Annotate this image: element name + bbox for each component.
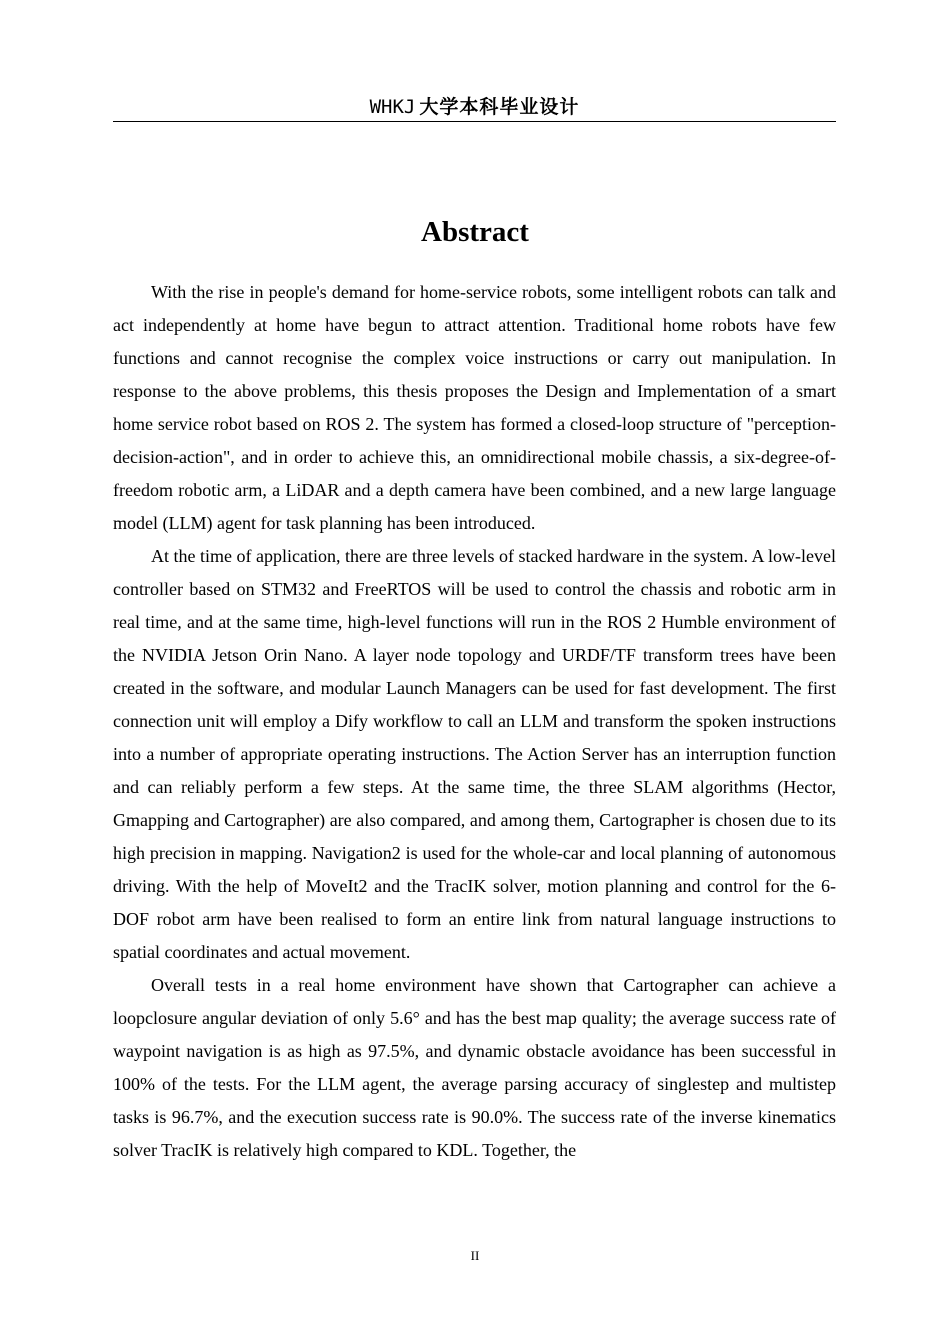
header-title xyxy=(370,93,580,121)
abstract-paragraph-1: With the rise in people's demand for home-service robots, some intelligent robots can talk and act independently at home have begun to attract attention. Traditional home robots have few functions and cannot recognise the complex voice instructions or carry out manipulation. In response to the above problems, this thesis proposes the Design and Implementation of a smart home service robot based on ROS 2. The system has formed a closed-loop structure of "perception-decision-action", and in order to achieve this, an omnidirectional mobile chassis, a six-degree-of-freedom robotic arm, a LiDAR and a depth camera have been combined, and a new large language model (LLM) agent for task planning has been introduced. xyxy=(113,282,836,533)
abstract-title: Abstract xyxy=(421,216,529,248)
abstract-paragraph-2: At the time of application, there are three levels of stacked hardware in the system. A low-level controller based on STM32 and FreeRTOS will be used to control the chassis and robotic arm in real time, and at the same time, high-level functions will run in the ROS 2 Humble environment of the NVIDIA Jetson Orin Nano. A layer node topology and URDF/TF transform trees have been created in the software, and modular Launch Managers can be used for fast development. The first connection unit will employ a Dify workflow to call an LLM and transform the spoken instructions into a number of appropriate operating instructions. The Action Server has an interruption function and can reliably perform a few steps. At the same time, the three SLAM algorithms (Hector, Gmapping and Cartographer) are also compared, and among them, Cartographer is chosen due to its high precision in mapping. Navigation2 is used for the whole-car and local planning of autonomous driving. With the help of MoveIt2 and the TracIK solver, motion planning and control for the 6-DOF robot arm have been realised to form an entire link from natural language instructions to spatial coordinates and actual movement. xyxy=(113,546,836,962)
abstract-paragraph-3: Overall tests in a real home environment have shown that Cartographer can achieve a loopclosure angular deviation of only 5.6° and has the best map quality; the average success rate of waypoint navigation is as high as 97.5%, and dynamic obstacle avoidance has been successful in 100% of the tests. For the LLM agent, the average parsing accuracy of singlestep and multistep tasks is 96.7%, and the execution success rate is 90.0%. The success rate of the inverse kinematics solver TracIK is relatively high compared to KDL. Together, the xyxy=(113,975,836,1160)
header-title-latin: WHKJ xyxy=(369,96,416,118)
header-title-cjk: 大学本科毕业设计 xyxy=(419,96,580,118)
abstract-body xyxy=(113,276,836,1167)
page-header xyxy=(113,93,836,122)
page-number: II xyxy=(470,1248,480,1263)
